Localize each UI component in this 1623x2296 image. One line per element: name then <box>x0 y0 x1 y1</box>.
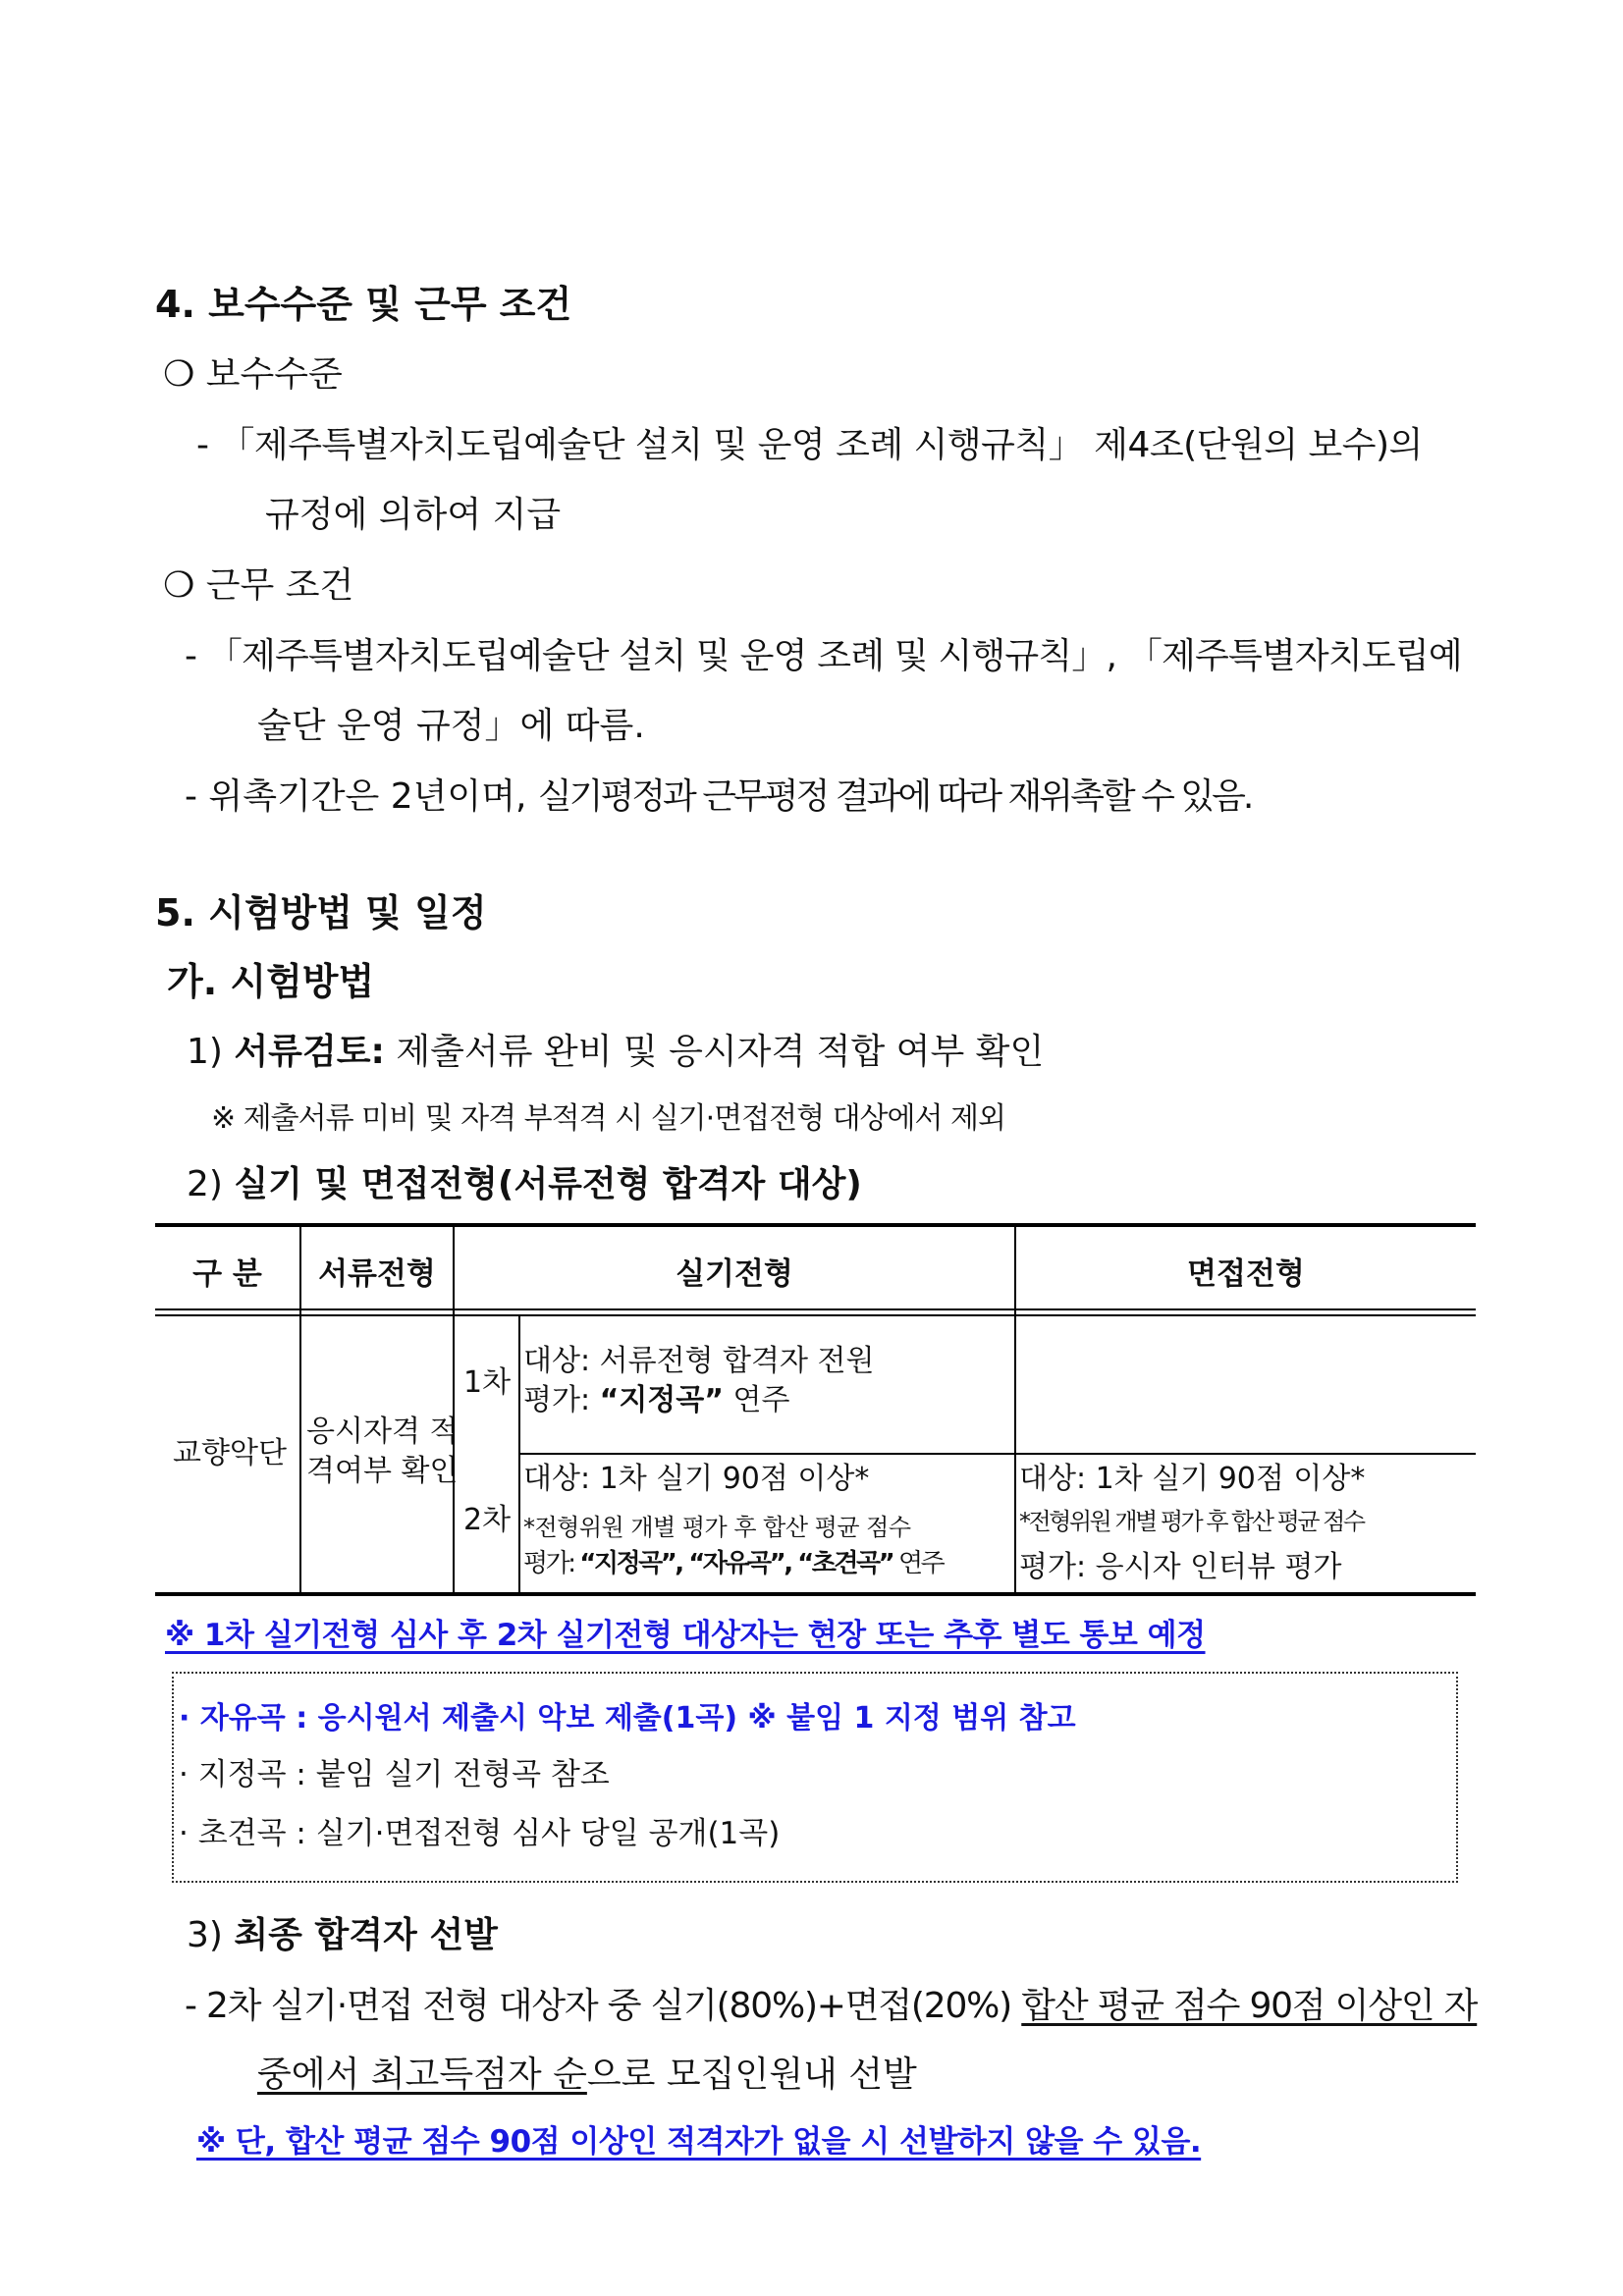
round1-eval-piece: “지정곡” <box>599 1383 724 1417</box>
row-label-orchestra: 교향악단 <box>173 1436 287 1470</box>
work-line-1: - 「제주특별자치도립예술단 설치 및 운영 조례 및 시행규칙」, 「제주특별자치도립예 <box>185 636 1462 676</box>
round2-eval-pieces: “지정곡”, “자유곡”, “초견곡” <box>579 1549 893 1578</box>
item2-number: 2) <box>187 1164 235 1204</box>
final-note: ※ 단, 합산 평균 점수 90점 이상인 적격자가 없을 시 선발하지 않을 수 있음. <box>196 2124 1202 2160</box>
item1-note: ※ 제출서류 미비 및 자격 부적격 시 실기·면접전형 대상에서 제외 <box>211 1101 1005 1136</box>
work-heading: ❍ 근무 조건 <box>163 565 354 606</box>
item1-text: 제출서류 완비 및 응시자격 적합 여부 확인 <box>384 1032 1045 1072</box>
final-line-2 <box>257 2054 917 2096</box>
pay-line-1: - 「제주특별자치도립예술단 설치 및 운영 조례 시행규칙」 제4조(단원의 보수)의 <box>196 425 1423 465</box>
table-header-border-2 <box>155 1314 1476 1316</box>
item1-number: 1) <box>187 1032 235 1072</box>
round2-score-note: *전형위원 개별 평가 후 합산 평균 점수 <box>523 1514 911 1541</box>
round1-eval-prefix: 평가: <box>523 1383 600 1417</box>
table-col-divider-3 <box>518 1315 520 1594</box>
table-header-practical: 실기전형 <box>676 1256 793 1292</box>
work-line-3-compressed: 실기평정과 근무평정 결과에 따라 재위촉할 수 있음. <box>537 776 1252 817</box>
item2 <box>187 1163 862 1205</box>
table-header-border-1 <box>155 1308 1476 1310</box>
interview-score-note: *전형위원 개별 평가 후 합산 평균 점수 <box>1019 1508 1364 1535</box>
final-line-1-start: - 2차 실기·면접 전형 대상자 중 실기(80%)+면접(20%) <box>185 1986 1022 2026</box>
box-set-piece: · 지정곡 : 붙임 실기 전형곡 참조 <box>179 1757 610 1792</box>
round1-target: 대상: 서류전형 합격자 전원 <box>523 1344 875 1378</box>
item2-label: 실기 및 면접전형(서류전형 합격자 대상) <box>234 1164 862 1204</box>
round2-label: 2차 <box>463 1503 512 1537</box>
box-free-piece: · 자유곡 : 응시원서 제출시 악보 제출(1곡) ※ 붙임 1 지정 범위 참고 <box>179 1701 1076 1735</box>
table-note: ※ 1차 실기전형 심사 후 2차 실기전형 대상자는 현장 또는 추후 별도 통보 예정 <box>165 1618 1206 1653</box>
doc-cell-line-2: 격여부 확인 <box>306 1454 459 1488</box>
item1-label: 서류검토: <box>234 1032 385 1072</box>
final-line-1-underlined: 합산 평균 점수 90점 이상인 자 <box>1021 1986 1478 2026</box>
subsection-a-title: 가. 시험방법 <box>167 960 375 1003</box>
final-line-2-end: 으로 모집인원내 선발 <box>586 2055 917 2095</box>
table-header-document: 서류전형 <box>318 1256 436 1292</box>
table-bottom-border <box>155 1592 1476 1596</box>
round1-label: 1차 <box>463 1365 512 1400</box>
table-row-divider <box>518 1453 1476 1455</box>
table-header-category: 구 분 <box>192 1256 262 1292</box>
interview-evaluation: 평가: 응시자 인터뷰 평가 <box>1019 1550 1342 1584</box>
round1-evaluation <box>523 1382 789 1419</box>
item3-label: 최종 합격자 선발 <box>234 1915 498 1955</box>
final-line-2-underlined: 중에서 최고득점자 순 <box>257 2055 587 2095</box>
table-header-interview: 면접전형 <box>1187 1256 1305 1292</box>
item1 <box>187 1031 1044 1073</box>
doc-cell-line-1: 응시자격 적 <box>306 1415 459 1449</box>
pay-heading: ❍ 보수수준 <box>163 354 343 395</box>
round2-target: 대상: 1차 실기 90점 이상* <box>523 1462 870 1496</box>
round1-eval-suffix: 연주 <box>723 1383 790 1417</box>
work-line-3-start: - 위촉기간은 2년이며, <box>185 776 538 817</box>
table-top-border <box>155 1223 1476 1227</box>
section4-title: 4. 보수수준 및 근무 조건 <box>155 283 572 326</box>
final-line-1 <box>185 1985 1477 2027</box>
item3 <box>187 1914 498 1956</box>
pay-line-2: 규정에 의하여 지급 <box>265 495 562 535</box>
interview-target: 대상: 1차 실기 90점 이상* <box>1019 1462 1366 1496</box>
round2-eval-prefix: 평가: <box>523 1549 580 1578</box>
section5-title: 5. 시험방법 및 일정 <box>155 891 487 934</box>
work-line-2: 술단 운영 규정」에 따름. <box>257 706 645 746</box>
box-sight-reading: · 초견곡 : 실기·면접전형 심사 당일 공개(1곡) <box>179 1816 781 1851</box>
round2-eval-suffix: 연주 <box>893 1549 944 1578</box>
item3-number: 3) <box>187 1915 235 1955</box>
work-line-3 <box>185 775 1251 818</box>
round2-evaluation <box>523 1543 943 1579</box>
